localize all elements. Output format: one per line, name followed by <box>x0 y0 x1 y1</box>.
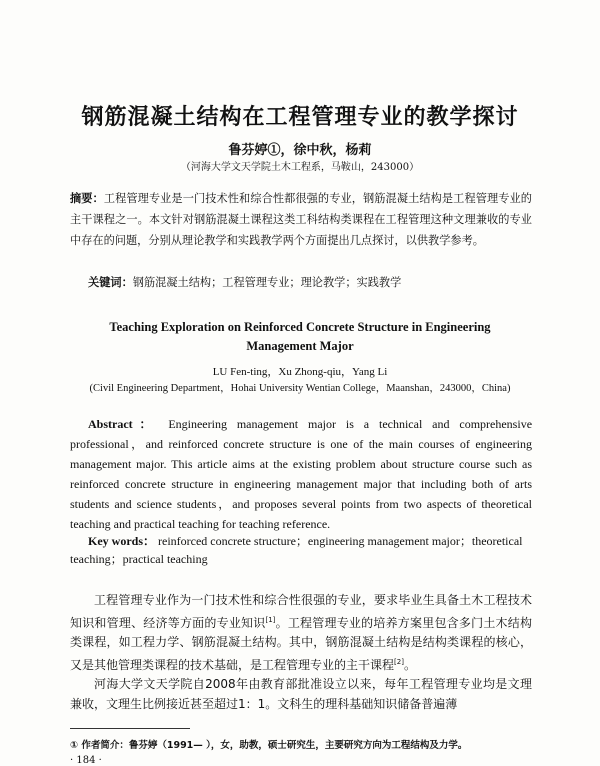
english-keywords-label: Key words： <box>88 534 155 548</box>
english-title <box>0 318 600 356</box>
chinese-abstract-text: 工程管理专业是一门技术性和综合性都很强的专业，钢筋混凝土结构是工程管理专业的主干课程之一。本文针对钢筋混凝土课程这类工科结构类课程在工程管理这种文理兼收的专业中存在的问题，分别从理论教学和实践教学两个方面提出几点探讨，以供教学参考。 <box>70 192 532 247</box>
body-text <box>70 591 532 715</box>
chinese-keywords <box>88 274 532 290</box>
chinese-abstract-label: 摘要： <box>70 191 104 205</box>
chinese-title: 钢筋混凝土结构在工程管理专业的教学探讨 <box>81 105 519 130</box>
english-abstract-label: Abstract： <box>88 417 159 431</box>
english-authors: LU Fen-ting，Xu Zhong-qiu，Yang Li <box>212 366 388 378</box>
english-abstract-text: Engineering management major is a technical and comprehensive professional，and reinforced concrete structure is one of the main courses of engineering management major. This article aims at the existing problem about structure course such as reinforced concrete structure in engineering management major that including both of arts students and science students，and proposes several points from two aspects of theoretical teaching and practical teaching for teaching reference. <box>70 417 533 531</box>
english-keywords-text: reinforced concrete structure；engineering management major；theoretical teaching；practical teaching <box>70 534 523 566</box>
english-abstract <box>70 414 532 534</box>
body-p1-end: 。 <box>403 657 416 672</box>
chinese-authors: 鲁芬婷①，徐中秋，杨莉 <box>228 143 372 158</box>
english-affiliation: (Civil Engineering Department，Hohai University Wentian College，Maanshan，243000，China) <box>89 383 511 394</box>
english-keywords <box>70 532 532 568</box>
chinese-abstract <box>70 188 532 251</box>
body-p1-b: 。工程管理专业的培养方案里包含多门土木结构类课程，如工程力学、钢筋混凝土结构。其中，钢筋混凝土结构是结构类课程的核心，又是其他管理类课程的技术基础，是工程管理专业的主干课程 <box>70 615 532 672</box>
body-p1-a: 工程管理专业作为一门技术性和综合性很强的专业，要求毕业生具备土木工程技术知识和管理、经济等方面的专业知识 <box>70 593 532 630</box>
body-paragraph-1 <box>70 591 532 675</box>
chinese-affiliation: （河海大学文天学院土木工程系，马鞍山，243000） <box>180 162 420 173</box>
footnote: ① 作者简介：鲁芬婷（1991— ），女，助教，硕士研究生，主要研究方向为工程结构及力学。 <box>70 740 468 751</box>
chinese-keywords-text: 钢筋混凝土结构；工程管理专业；理论教学；实践教学 <box>132 276 402 289</box>
page-number: · 184 · <box>70 755 102 766</box>
footnote-rule <box>70 728 190 729</box>
chinese-keywords-label: 关键词： <box>88 275 133 289</box>
english-title-text: Teaching Exploration on Reinforced Concrete Structure in Engineering Management Major <box>109 320 491 353</box>
body-paragraph-2: 河海大学文天学院自2008年由教育部批准设立以来，每年工程管理专业均是文理兼收，文理生比例接近甚至超过1：1。文科生的理科基础知识储备普遍薄 <box>70 677 532 711</box>
citation-2: [2] <box>394 657 404 666</box>
citation-1: [1] <box>265 615 276 624</box>
